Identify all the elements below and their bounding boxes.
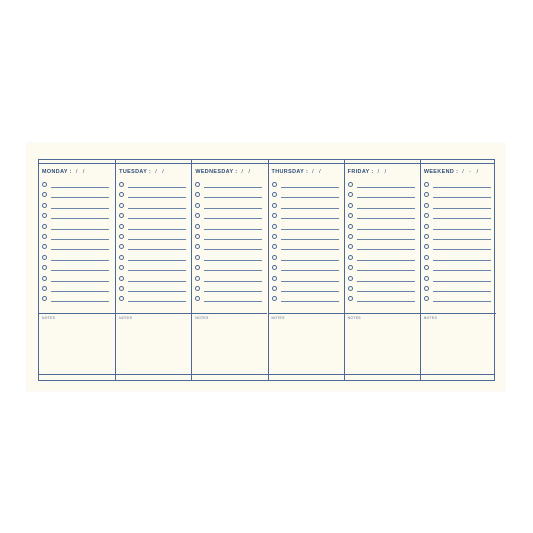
task-checkbox-circle[interactable] [424, 265, 429, 270]
notes-area[interactable] [192, 313, 267, 372]
task-checkbox-circle[interactable] [424, 276, 429, 281]
day-heading [272, 169, 323, 175]
task-line[interactable] [204, 281, 262, 282]
task-checkbox-circle[interactable] [424, 192, 429, 197]
task-checkbox-circle[interactable] [119, 244, 124, 249]
task-line[interactable] [51, 291, 109, 292]
task-line[interactable] [281, 249, 339, 250]
day-heading [348, 169, 388, 175]
task-line[interactable] [357, 187, 415, 188]
task-checkbox-circle[interactable] [119, 192, 124, 197]
day-label: MONDAY : [42, 169, 72, 175]
day-label: THURSDAY : [271, 169, 309, 175]
task-checkbox-circle[interactable] [119, 203, 124, 208]
task-checkbox-circle[interactable] [195, 296, 200, 301]
notes-area[interactable] [345, 313, 420, 372]
day-column [420, 160, 496, 380]
task-checkbox-circle[interactable] [348, 255, 353, 260]
task-line[interactable] [281, 218, 339, 219]
notes-rule [421, 313, 496, 314]
task-checkbox-circle[interactable] [195, 265, 200, 270]
task-checkbox-circle[interactable] [195, 224, 200, 229]
day-column [39, 160, 115, 380]
task-checkbox-circle[interactable] [348, 224, 353, 229]
day-label: FRIDAY : [347, 169, 374, 175]
task-line[interactable] [433, 281, 491, 282]
task-checkbox-circle[interactable] [119, 182, 124, 187]
task-checkbox-circle[interactable] [424, 286, 429, 291]
task-checkbox-circle[interactable] [272, 192, 277, 197]
task-line[interactable] [357, 249, 415, 250]
task-line[interactable] [204, 239, 262, 240]
task-line[interactable] [281, 239, 339, 240]
task-line[interactable] [433, 291, 491, 292]
task-checkbox-circle[interactable] [42, 244, 47, 249]
day-column [268, 160, 344, 380]
task-checkbox-circle[interactable] [119, 276, 124, 281]
task-line[interactable] [433, 249, 491, 250]
notes-label: NOTES [195, 316, 209, 320]
task-checkbox-circle[interactable] [272, 255, 277, 260]
task-line[interactable] [281, 197, 339, 198]
task-checkbox-circle[interactable] [42, 286, 47, 291]
notes-label: NOTES [347, 316, 361, 320]
task-line[interactable] [433, 187, 491, 188]
task-line[interactable] [281, 281, 339, 282]
task-line[interactable] [51, 249, 109, 250]
task-line[interactable] [51, 208, 109, 209]
notes-area[interactable] [421, 313, 496, 372]
task-line[interactable] [128, 197, 186, 198]
task-line[interactable] [281, 208, 339, 209]
planner-frame [38, 159, 495, 381]
task-checkbox-circle[interactable] [195, 286, 200, 291]
day-date-field[interactable]: / / [155, 169, 166, 175]
task-checkbox-circle[interactable] [195, 203, 200, 208]
task-checkbox-circle[interactable] [119, 286, 124, 291]
task-line[interactable] [128, 229, 186, 230]
task-checkbox-circle[interactable] [348, 276, 353, 281]
task-line[interactable] [51, 218, 109, 219]
day-date-field[interactable]: / / [75, 169, 87, 175]
notes-label: NOTES [423, 316, 438, 320]
notes-label: NOTES [42, 316, 56, 320]
task-checkbox-circle[interactable] [348, 244, 353, 249]
day-label: WEDNESDAY : [195, 169, 238, 175]
task-line[interactable] [128, 187, 186, 188]
task-checkbox-circle[interactable] [195, 213, 200, 218]
task-line[interactable] [128, 218, 186, 219]
task-line[interactable] [357, 229, 415, 230]
task-line[interactable] [357, 281, 415, 282]
task-checkbox-circle[interactable] [119, 255, 124, 260]
task-checkbox-circle[interactable] [348, 286, 353, 291]
task-line[interactable] [357, 291, 415, 292]
task-checkbox-circle[interactable] [195, 255, 200, 260]
task-checkbox-circle[interactable] [42, 192, 47, 197]
day-label: WEEKEND : [423, 169, 459, 175]
day-date-field[interactable]: / - / [462, 169, 481, 175]
task-checkbox-circle[interactable] [42, 234, 47, 239]
task-line[interactable] [204, 229, 262, 230]
task-line[interactable] [128, 281, 186, 282]
task-checkbox-circle[interactable] [272, 213, 277, 218]
task-checkbox-circle[interactable] [42, 265, 47, 270]
task-checkbox-circle[interactable] [42, 182, 47, 187]
task-checkbox-circle[interactable] [424, 234, 429, 239]
notes-rule [116, 313, 191, 314]
task-line[interactable] [433, 260, 491, 261]
task-line[interactable] [433, 301, 491, 302]
task-line[interactable] [204, 187, 262, 188]
weekly-planner-pad [27, 143, 505, 391]
task-line[interactable] [357, 197, 415, 198]
task-line[interactable] [51, 260, 109, 261]
notes-rule [345, 313, 420, 314]
task-checkbox-circle[interactable] [424, 296, 429, 301]
task-checkbox-circle[interactable] [195, 276, 200, 281]
day-date-field[interactable]: / / [241, 169, 252, 175]
task-checkbox-circle[interactable] [424, 244, 429, 249]
task-checkbox-circle[interactable] [272, 182, 277, 187]
task-line[interactable] [128, 291, 186, 292]
day-heading [42, 169, 86, 175]
task-line[interactable] [204, 270, 262, 271]
task-checkbox-circle[interactable] [348, 213, 353, 218]
task-checkbox-circle[interactable] [119, 224, 124, 229]
day-heading [424, 169, 480, 175]
day-heading [195, 169, 252, 175]
task-line[interactable] [433, 239, 491, 240]
task-line[interactable] [128, 301, 186, 302]
task-checkbox-circle[interactable] [272, 296, 277, 301]
day-column [344, 160, 420, 380]
task-checkbox-circle[interactable] [195, 192, 200, 197]
task-checkbox-circle[interactable] [195, 244, 200, 249]
task-checkbox-circle[interactable] [424, 224, 429, 229]
task-line[interactable] [281, 229, 339, 230]
day-label: TUESDAY : [119, 169, 152, 175]
task-checkbox-circle[interactable] [424, 213, 429, 218]
task-line[interactable] [51, 301, 109, 302]
task-line[interactable] [51, 239, 109, 240]
notes-rule [269, 313, 344, 314]
task-line[interactable] [204, 260, 262, 261]
task-checkbox-circle[interactable] [119, 213, 124, 218]
task-checkbox-circle[interactable] [348, 182, 353, 187]
notes-label: NOTES [119, 316, 133, 320]
notes-label: NOTES [271, 316, 285, 320]
task-line[interactable] [51, 187, 109, 188]
task-checkbox-circle[interactable] [42, 224, 47, 229]
task-checkbox-circle[interactable] [42, 296, 47, 301]
task-checkbox-circle[interactable] [348, 296, 353, 301]
task-checkbox-circle[interactable] [42, 276, 47, 281]
task-checkbox-circle[interactable] [272, 286, 277, 291]
task-line[interactable] [128, 208, 186, 209]
task-checkbox-circle[interactable] [195, 182, 200, 187]
notes-area[interactable] [39, 313, 115, 372]
day-column [191, 160, 267, 380]
task-checkbox-circle[interactable] [348, 192, 353, 197]
task-line[interactable] [281, 291, 339, 292]
task-line[interactable] [204, 301, 262, 302]
task-line[interactable] [433, 218, 491, 219]
task-line[interactable] [433, 229, 491, 230]
task-line[interactable] [51, 270, 109, 271]
task-checkbox-circle[interactable] [272, 234, 277, 239]
task-line[interactable] [357, 301, 415, 302]
task-line[interactable] [204, 218, 262, 219]
task-checkbox-circle[interactable] [42, 255, 47, 260]
day-date-field[interactable]: / / [312, 169, 323, 175]
task-line[interactable] [204, 208, 262, 209]
task-checkbox-circle[interactable] [272, 276, 277, 281]
task-line[interactable] [204, 197, 262, 198]
task-checkbox-circle[interactable] [119, 265, 124, 270]
task-checkbox-circle[interactable] [42, 213, 47, 218]
day-heading [119, 169, 166, 175]
task-line[interactable] [128, 239, 186, 240]
task-line[interactable] [433, 270, 491, 271]
task-line[interactable] [51, 197, 109, 198]
task-checkbox-circle[interactable] [119, 296, 124, 301]
task-line[interactable] [128, 260, 186, 261]
task-line[interactable] [51, 229, 109, 230]
notes-rule [192, 313, 267, 314]
notes-area[interactable] [269, 313, 344, 372]
task-checkbox-circle[interactable] [348, 203, 353, 208]
task-line[interactable] [51, 281, 109, 282]
task-checkbox-circle[interactable] [272, 224, 277, 229]
task-line[interactable] [128, 249, 186, 250]
day-column [115, 160, 191, 380]
task-checkbox-circle[interactable] [42, 203, 47, 208]
task-line[interactable] [357, 239, 415, 240]
task-line[interactable] [204, 291, 262, 292]
day-date-field[interactable]: / / [377, 169, 389, 175]
notes-area[interactable] [116, 313, 191, 372]
task-line[interactable] [357, 218, 415, 219]
task-checkbox-circle[interactable] [272, 244, 277, 249]
task-line[interactable] [433, 197, 491, 198]
task-checkbox-circle[interactable] [424, 203, 429, 208]
task-checkbox-circle[interactable] [272, 265, 277, 270]
task-checkbox-circle[interactable] [348, 234, 353, 239]
task-line[interactable] [357, 270, 415, 271]
notes-rule [39, 313, 115, 314]
task-line[interactable] [281, 270, 339, 271]
task-checkbox-circle[interactable] [119, 234, 124, 239]
task-line[interactable] [357, 260, 415, 261]
task-checkbox-circle[interactable] [195, 234, 200, 239]
task-line[interactable] [204, 249, 262, 250]
task-checkbox-circle[interactable] [424, 255, 429, 260]
task-line[interactable] [281, 301, 339, 302]
task-line[interactable] [281, 260, 339, 261]
task-checkbox-circle[interactable] [424, 182, 429, 187]
task-line[interactable] [357, 208, 415, 209]
task-checkbox-circle[interactable] [348, 265, 353, 270]
task-line[interactable] [433, 208, 491, 209]
task-line[interactable] [128, 270, 186, 271]
task-checkbox-circle[interactable] [272, 203, 277, 208]
task-line[interactable] [281, 187, 339, 188]
